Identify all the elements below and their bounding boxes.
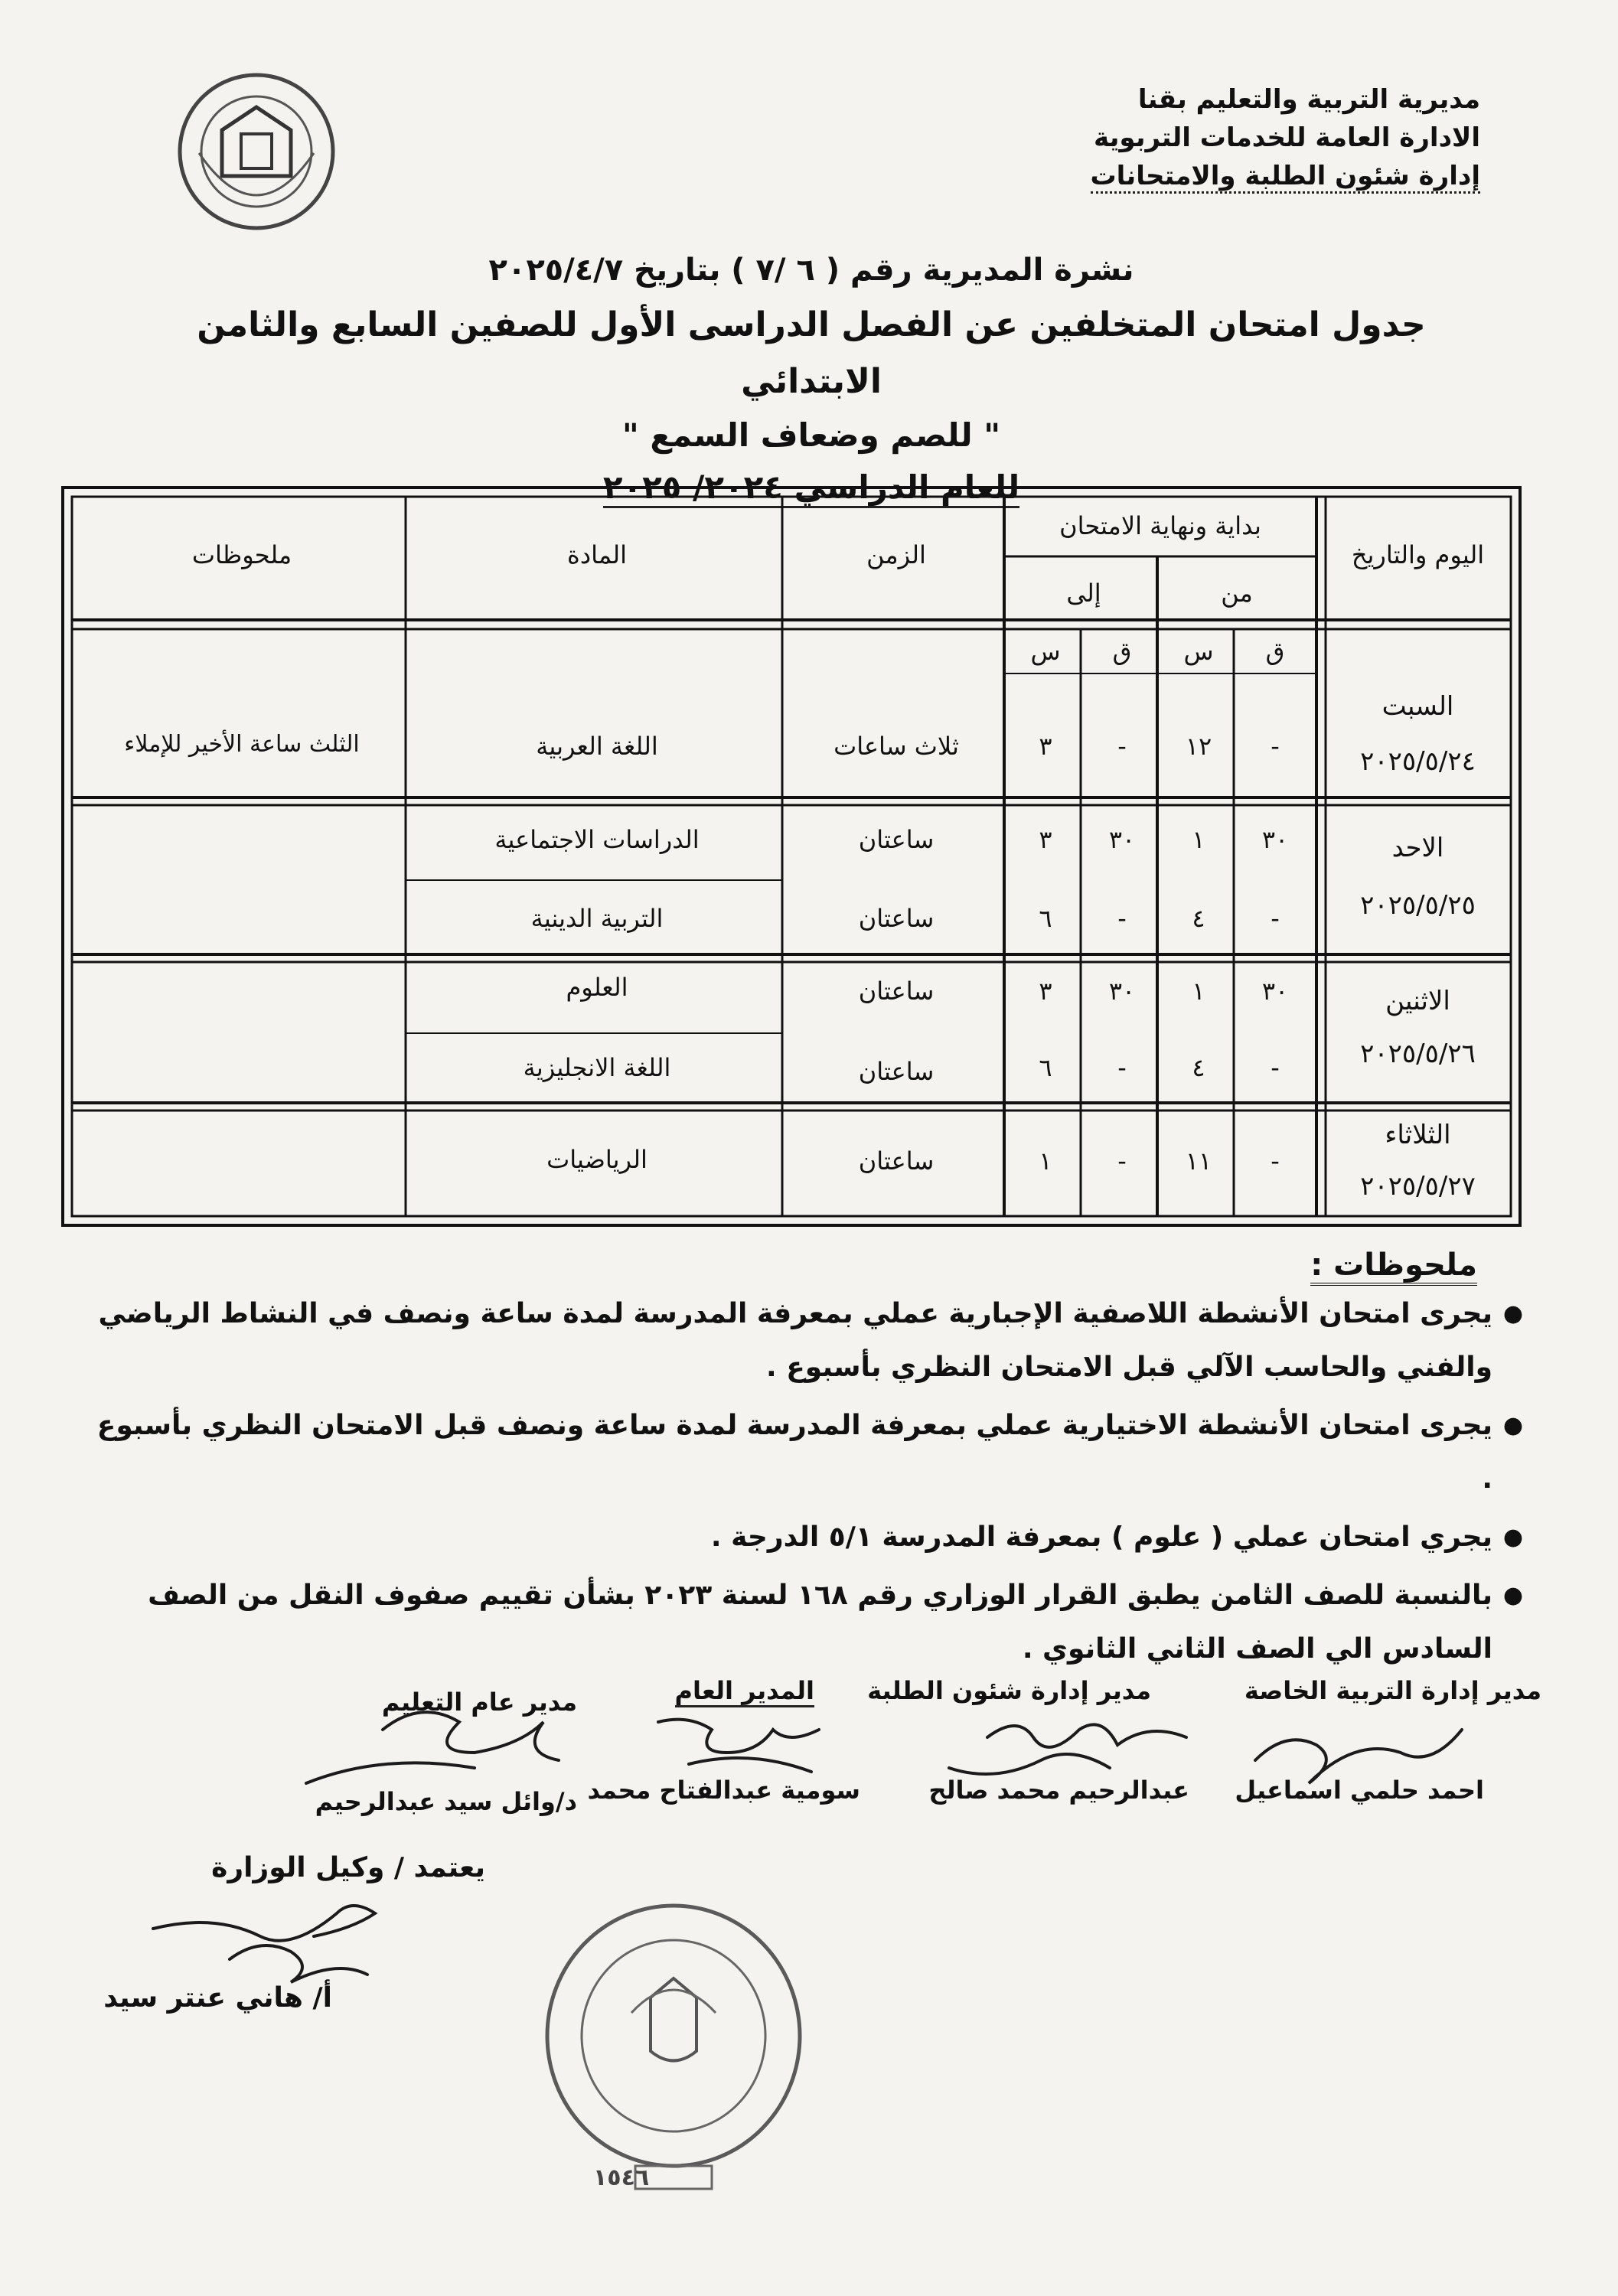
row-5-to-hour: ٦ bbox=[1039, 1053, 1052, 1082]
row-1-duration: ثلاث ساعات bbox=[833, 732, 959, 761]
row-1-subject: اللغة العربية bbox=[536, 732, 658, 761]
notes-section bbox=[92, 1247, 1523, 1676]
day-4-name: الثلاثاء bbox=[1385, 1120, 1451, 1150]
header-duration: الزمن bbox=[866, 540, 926, 569]
title-block bbox=[153, 243, 1470, 514]
row-2-to-minute: ٣٠ bbox=[1108, 825, 1136, 854]
row-3-from-minute: - bbox=[1271, 904, 1280, 933]
header-subject: المادة bbox=[567, 540, 627, 569]
row-3-to-minute: - bbox=[1117, 904, 1127, 933]
sig-name-1: احمد حلمي اسماعيل bbox=[1235, 1776, 1484, 1805]
row-6-to-minute: - bbox=[1117, 1146, 1127, 1176]
row-3-duration: ساعتان bbox=[858, 904, 935, 933]
day-1-name: السبت bbox=[1381, 691, 1454, 722]
header-line-2: الادارة العامة للخدمات التربوية bbox=[1094, 122, 1480, 153]
header-exam-window: بداية ونهاية الامتحان bbox=[1059, 511, 1261, 540]
stamp-number: ١٥٤٦ bbox=[593, 2164, 650, 2191]
bullet-icon: ● bbox=[1502, 1582, 1523, 1609]
directorate-header bbox=[1052, 80, 1480, 195]
row-5-subject: اللغة الانجليزية bbox=[523, 1053, 671, 1082]
approval-label: يعتمد / وكيل الوزارة bbox=[211, 1852, 485, 1883]
notes-title: ملحوظات : bbox=[92, 1247, 1477, 1283]
row-1-from-hour: ١٢ bbox=[1185, 732, 1212, 761]
day-4-date: ٢٠٢٥/٥/٢٧ bbox=[1360, 1171, 1476, 1202]
sig-title-education-manager: مدير عام التعليم bbox=[381, 1688, 577, 1717]
row-6-duration: ساعتان bbox=[858, 1146, 935, 1176]
bullet-icon: ● bbox=[1502, 1412, 1523, 1439]
exam-schedule-table bbox=[61, 486, 1522, 1227]
row-1-to-hour: ٣ bbox=[1039, 732, 1052, 761]
academic-year: للعام الدراسي ٢٠٢٤/ ٢٠٢٥ bbox=[153, 461, 1470, 514]
sig-title-general-manager: المدير العام bbox=[675, 1676, 815, 1707]
row-2-to-hour: ٣ bbox=[1039, 825, 1052, 854]
bullet-icon: ● bbox=[1502, 1300, 1523, 1327]
row-4-from-hour: ١ bbox=[1192, 977, 1205, 1006]
from-hour-label: س bbox=[1183, 637, 1214, 666]
approver-name: أ/ هاني عنتر سيد bbox=[103, 1982, 332, 2014]
official-stamp bbox=[536, 1898, 811, 2197]
day-2-name: الاحد bbox=[1391, 833, 1444, 863]
audience-title: " للصم وضعاف السمع " bbox=[621, 416, 1001, 454]
row-3-subject: التربية الدينية bbox=[530, 904, 664, 933]
row-6-from-hour: ١١ bbox=[1185, 1146, 1212, 1176]
to-hour-label: س bbox=[1030, 637, 1061, 666]
schedule-title: جدول امتحان المتخلفين عن الفصل الدراسى الأول للصفين السابع والثامن الابتدائي bbox=[197, 305, 1426, 401]
row-4-subject: العلوم bbox=[566, 973, 628, 1002]
directorate-logo bbox=[168, 61, 344, 245]
note-item: ● يجرى امتحان الأنشطة اللاصفية الإجبارية عملي بمعرفة المدرسة لمدة ساعة ونصف في النشاط الرياضي والفني والحاسب الآلي قبل الامتحان النظري بأسبوع . bbox=[92, 1287, 1523, 1394]
row-2-duration: ساعتان bbox=[858, 825, 935, 854]
row-6-from-minute: - bbox=[1271, 1146, 1280, 1176]
sig-title-special-ed: مدير إدارة التربية الخاصة bbox=[1244, 1676, 1541, 1705]
row-1-to-minute: - bbox=[1117, 732, 1127, 761]
day-1-date: ٢٠٢٥/٥/٢٤ bbox=[1360, 746, 1476, 777]
row-2-from-hour: ١ bbox=[1192, 825, 1205, 854]
row-3-to-hour: ٦ bbox=[1039, 904, 1052, 933]
header-day-date: اليوم والتاريخ bbox=[1351, 540, 1485, 569]
to-minute-label: ق bbox=[1112, 637, 1132, 666]
header-to: إلى bbox=[1066, 579, 1101, 608]
note-item: ● بالنسبة للصف الثامن يطبق القرار الوزاري رقم ١٦٨ لسنة ٢٠٢٣ بشأن تقييم صفوف النقل من الصف السادس الي الصف الثاني الثانوي . bbox=[92, 1569, 1523, 1676]
note-item: ● يجري امتحان عملي ( علوم ) بمعرفة المدرسة ٥/١ الدرجة . bbox=[92, 1511, 1523, 1564]
row-5-from-hour: ٤ bbox=[1192, 1053, 1205, 1082]
row-3-from-hour: ٤ bbox=[1192, 904, 1205, 933]
sig-name-3: سومية عبدالفتاح محمد bbox=[587, 1776, 860, 1805]
header-line-3: إدارة شئون الطلبة والامتحانات bbox=[1052, 157, 1480, 195]
from-minute-label: ق bbox=[1265, 637, 1285, 666]
row-1-from-minute: - bbox=[1271, 732, 1280, 761]
header-notes: ملحوظات bbox=[191, 540, 292, 569]
sig-name-2: عبدالرحيم محمد صالح bbox=[928, 1776, 1189, 1805]
row-6-to-hour: ١ bbox=[1039, 1146, 1052, 1176]
day-3-date: ٢٠٢٥/٥/٢٦ bbox=[1360, 1039, 1476, 1069]
row-5-from-minute: - bbox=[1271, 1053, 1280, 1082]
header-line-1: مديرية التربية والتعليم بقنا bbox=[1137, 84, 1480, 115]
sig-name-4: د/وائل سيد عبدالرحيم bbox=[315, 1787, 577, 1816]
row-2-subject: الدراسات الاجتماعية bbox=[494, 825, 700, 854]
row-4-from-minute: ٣٠ bbox=[1261, 977, 1289, 1006]
row-1-note: الثلث ساعة الأخير للإملاء bbox=[124, 731, 360, 758]
row-6-subject: الرياضيات bbox=[546, 1145, 648, 1174]
row-5-to-minute: - bbox=[1117, 1053, 1127, 1082]
row-4-duration: ساعتان bbox=[858, 977, 935, 1006]
note-item: ● يجرى امتحان الأنشطة الاختيارية عملي بمعرفة المدرسة لمدة ساعة ونصف قبل الامتحان النظري بأسبوع . bbox=[92, 1399, 1523, 1506]
row-4-to-hour: ٣ bbox=[1039, 977, 1052, 1006]
row-5-duration: ساعتان bbox=[858, 1057, 935, 1086]
sig-title-student-affairs: مدير إدارة شئون الطلبة bbox=[867, 1676, 1151, 1705]
header-from: من bbox=[1221, 579, 1253, 608]
day-3-name: الاثنين bbox=[1385, 986, 1450, 1016]
row-2-from-minute: ٣٠ bbox=[1261, 825, 1289, 854]
bullet-icon: ● bbox=[1502, 1524, 1523, 1551]
row-4-to-minute: ٣٠ bbox=[1108, 977, 1136, 1006]
bulletin-number: نشرة المديرية رقم ( ٦ /٧ ) بتاريخ ٢٠٢٥/٤/٧ bbox=[488, 253, 1134, 288]
day-2-date: ٢٠٢٥/٥/٢٥ bbox=[1360, 890, 1476, 921]
